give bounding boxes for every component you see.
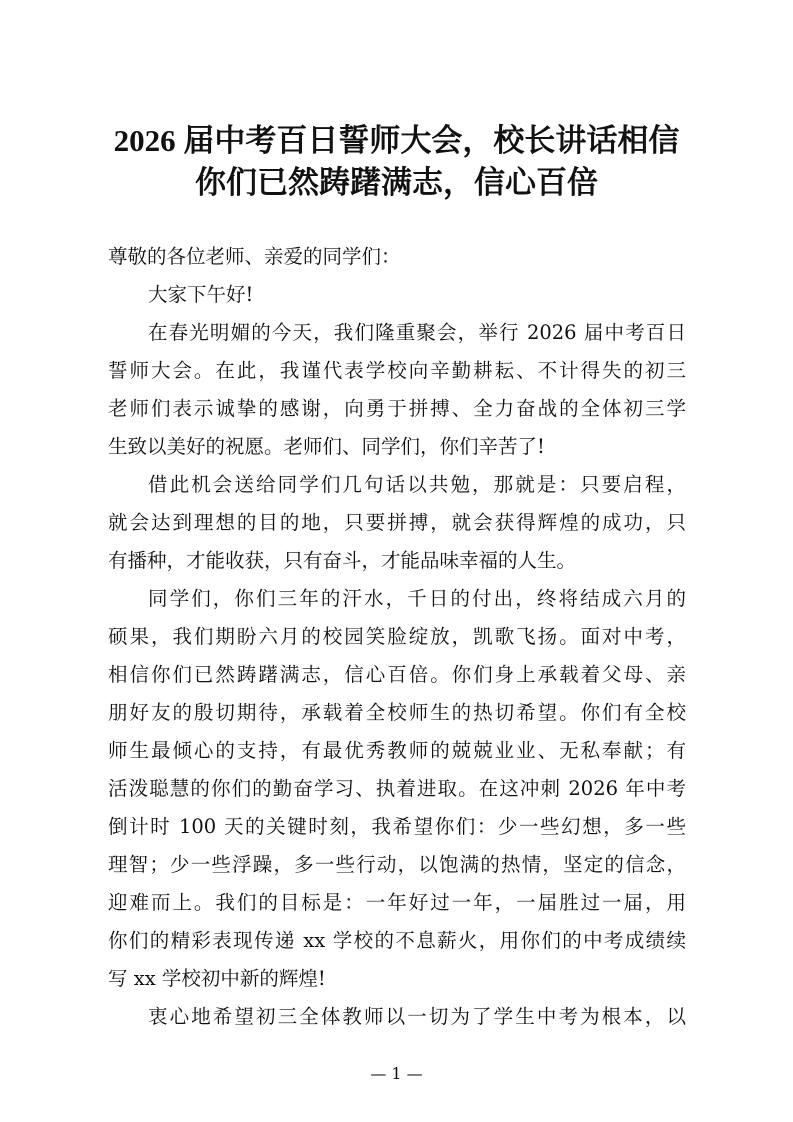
paragraph-line: 生致以美好的祝愿。老师们、同学们，你们辛苦了!	[108, 435, 545, 458]
paragraph-line: 朋好友的殷切期待，承载着全校师生的热切希望。你们有全校	[108, 701, 686, 724]
paragraph-line: 就会达到理想的目的地，只要拼搏，就会获得辉煌的成功，只	[108, 511, 686, 534]
paragraph-line: 同学们，你们三年的汗水，千日的付出，终将结成六月的	[148, 587, 686, 610]
paragraph-line: 衷心地希望初三全体教师以一切为了学生中考为根本，以	[148, 1005, 686, 1028]
paragraph-line: 大家下午好!	[148, 283, 254, 306]
paragraph-line: 硕果，我们期盼六月的校园笑脸绽放，凯歌飞扬。面对中考，	[108, 625, 686, 648]
paragraph-line: 倒计时 100 天的关键时刻，我希望你们：少一些幻想，多一些	[108, 815, 686, 838]
document-body	[108, 242, 686, 1040]
paragraph-line: 写 xx 学校初中新的辉煌!	[108, 967, 326, 990]
document-title-line-2: 你们已然踌躇满志，信心百倍	[195, 165, 598, 200]
paragraph-line: 老师们表示诚挚的感谢，向勇于拼搏、全力奋战的全体初三学	[108, 397, 686, 420]
paragraph-line: 迎难而上。我们的目标是：一年好过一年，一届胜过一届，用	[108, 891, 686, 914]
paragraph-line: 尊敬的各位老师、亲爱的同学们：	[108, 245, 401, 268]
paragraph-line: 你们的精彩表现传递 xx 学校的不息薪火，用你们的中考成绩续	[108, 929, 686, 952]
paragraph-line: 相信你们已然踌躇满志，信心百倍。你们身上承载着父母、亲	[108, 663, 686, 686]
paragraph-line: 理智；少一些浮躁，多一些行动，以饱满的热情，坚定的信念，	[108, 853, 686, 876]
paragraph-line: 有播种，才能收获，只有奋斗，才能品味幸福的人生。	[108, 549, 577, 572]
document-title-line-1: 2026 届中考百日誓师大会，校长讲话相信	[113, 123, 680, 158]
paragraph-line: 在春光明媚的今天，我们隆重聚会，举行 2026 届中考百日	[148, 321, 686, 344]
paragraph-line: 誓师大会。在此，我谨代表学校向辛勤耕耘、不计得失的初三	[108, 359, 686, 382]
page-number: — 1 —	[370, 1064, 423, 1083]
paragraph-line: 师生最倾心的支持，有最优秀教师的兢兢业业、无私奉献；有	[108, 739, 686, 762]
paragraph-line: 借此机会送给同学们几句话以共勉，那就是：只要启程，	[148, 473, 686, 496]
paragraph-line: 活泼聪慧的你们的勤奋学习、执着进取。在这冲刺 2026 年中考	[108, 777, 686, 800]
